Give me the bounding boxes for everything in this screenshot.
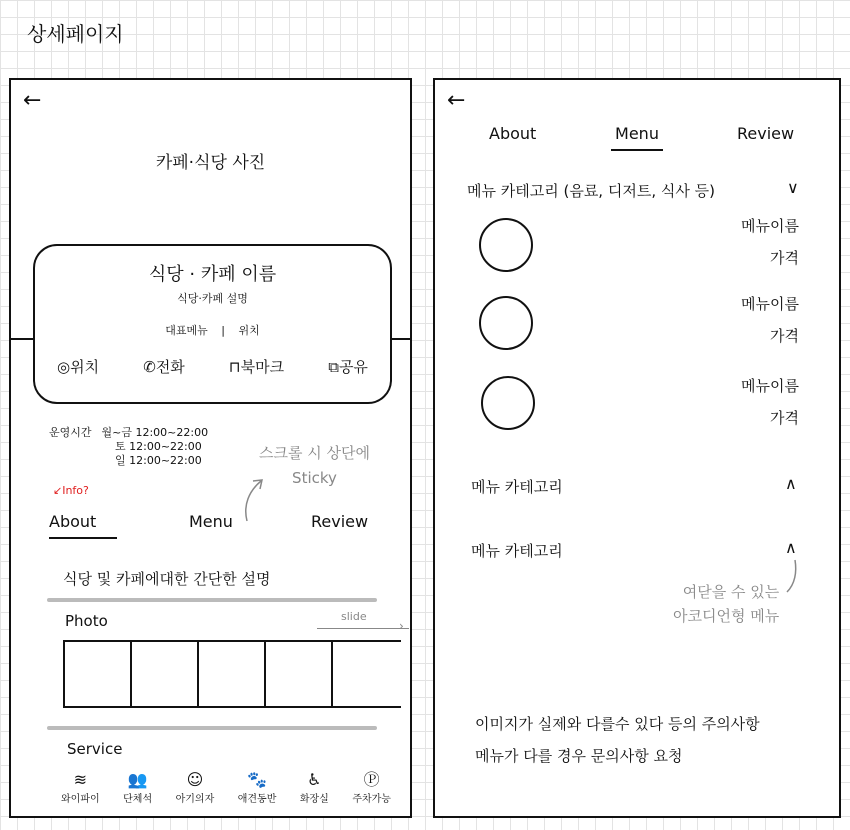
info-annotation: ↙Info? [53,484,89,497]
location-action[interactable]: ◎위치 [57,358,100,376]
pet-icon: 🐾 [247,770,267,789]
annotation-arrow [239,475,269,525]
bookmark-action[interactable]: ⊓북마크 [228,358,285,376]
share-action[interactable]: ⧉공유 [328,358,368,376]
chevron-up-icon[interactable]: ∧ [785,474,797,493]
pin-icon: ◎ [57,358,71,376]
detail-screen-about [9,78,412,818]
card-wire-left [11,338,35,340]
menu-item-price: 가격 [770,409,799,427]
page-title: 상세페이지 [27,22,124,46]
opening-hours [49,426,208,468]
photo-thumb[interactable] [63,640,130,708]
hours-row: 토 12:00~22:00 [115,440,202,453]
menu-item-price: 가격 [770,327,799,345]
photo-thumb[interactable] [130,640,197,708]
tab-review[interactable]: Review [737,124,795,143]
sticky-annotation: 스크롤 시 상단에 Sticky [259,444,370,487]
service-item: 🐾 애견동반 [237,770,277,805]
photo-thumb[interactable] [264,640,331,708]
baby-chair-icon: ☺ [186,770,204,789]
store-name: 식당 · 카페 이름 [148,264,277,285]
menu-category-closed[interactable]: 메뉴 카테고리 [471,542,563,560]
share-icon: ⧉ [328,358,339,376]
menu-item-image [479,218,533,272]
menu-item-name: 메뉴이름 [741,217,799,235]
info-card [33,244,392,404]
menu-item[interactable] [741,370,799,434]
store-description: 식당·카페 설명 [177,292,248,305]
parking-icon: Ⓟ [363,770,380,789]
bookmark-icon: ⊓ [228,358,241,376]
store-summary: 식당 및 카페에대한 간단한 설명 [63,570,271,588]
service-item: ♿ 화장실 [299,770,329,805]
service-item: 👥 단체석 [123,770,153,805]
action-row [35,356,390,377]
hours-row: 월~금 12:00~22:00 [101,426,209,439]
service-item: Ⓟ 주차가능 [352,770,391,805]
back-arrow-icon[interactable]: ← [447,88,466,113]
menu-item[interactable] [741,210,799,274]
photo-carousel[interactable] [63,640,401,708]
rep-menu-line [35,322,390,338]
menu-item-name: 메뉴이름 [741,377,799,395]
annotation-arrow [783,558,803,594]
tab-about[interactable]: About [489,124,537,143]
menu-item[interactable] [741,288,799,352]
header-photo-label: 카페·식당 사진 [155,153,266,173]
rep-menu-label[interactable]: 대표메뉴 [165,324,208,337]
chevron-up-icon[interactable]: ∧ [785,538,797,557]
service-item: ≋ 와이파이 [61,770,100,805]
hours-row: 일 12:00~22:00 [115,454,202,467]
separator: | [221,324,225,337]
photo-label: Photo [65,612,108,630]
section-divider [47,598,377,602]
service-list [61,770,391,805]
service-label: Service [67,740,123,758]
slide-arrow [317,628,409,629]
slide-annotation: slide [341,610,367,623]
tab-menu[interactable]: Menu [611,124,663,151]
photo-thumb[interactable] [331,640,401,708]
hours-label: 운영시간 [49,426,92,439]
restroom-icon: ♿ [307,770,322,789]
notice-text: 이미지가 실제와 다를수 있다 등의 주의사항 메뉴가 다를 경우 문의사항 요청 [475,715,760,765]
call-action[interactable]: ✆전화 [143,358,185,376]
chevron-down-icon[interactable]: ∨ [787,178,799,197]
group-seat-icon: 👥 [127,770,148,789]
section-divider [47,726,377,730]
menu-item-image [481,376,535,430]
phone-icon: ✆ [143,358,156,376]
menu-category-open[interactable]: 메뉴 카테고리 (음료, 디저트, 식사 등) [467,182,715,200]
service-item: ☺ 아기의자 [175,770,215,805]
arrow-right-icon: › [399,619,404,633]
menu-item-price: 가격 [770,249,799,267]
menu-item-image [479,296,533,350]
photo-thumb[interactable] [197,640,264,708]
menu-category-closed[interactable]: 메뉴 카테고리 [471,478,563,496]
tab-review[interactable]: Review [311,512,369,531]
tab-about[interactable]: About [49,512,117,539]
location-label[interactable]: 위치 [238,324,260,337]
accordion-annotation: 여닫을 수 있는 아코디언형 메뉴 [673,583,780,625]
wifi-icon: ≋ [73,770,88,789]
back-arrow-icon[interactable]: ← [23,88,42,113]
detail-screen-menu [433,78,841,818]
menu-item-name: 메뉴이름 [741,295,799,313]
tab-menu[interactable]: Menu [189,512,233,531]
